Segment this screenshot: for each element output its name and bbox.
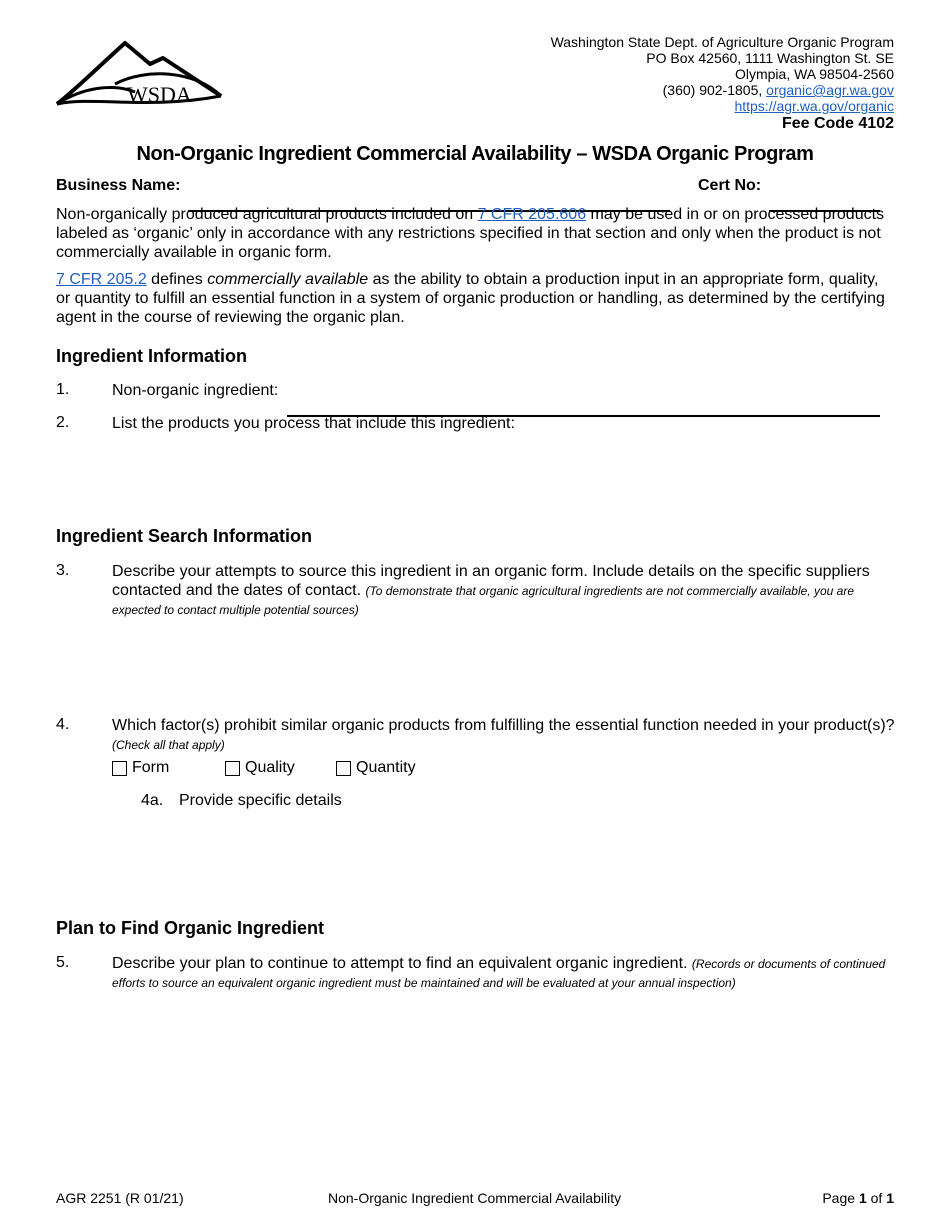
svg-text:WSDA: WSDA [127, 82, 192, 107]
intro-paragraph-1: Non-organically produced agricultural products included on 7 CFR 205.606 may be used in or on processed products labeled as ‘organic’ only in accordance with any restrictions specified in that section and only when the product is not commercially available in organic form. [56, 206, 885, 261]
factor-checkboxes [112, 759, 416, 777]
mountain-logo-icon [55, 40, 223, 110]
q3-note: (To demonstrate that organic agricultural ingredients are not commercially available, you are expected to contact multiple potential sources) [112, 584, 854, 617]
q2-answer-area[interactable] [112, 436, 882, 516]
q3-label: Describe your attempts to source this ingredient in an organic form. Include details on the specific suppliers contacted and the dates of contact. (To demonstrate that organic agricultural ingredients are not commercially available, you are expected to contact multiple potential sources) [112, 563, 870, 617]
phone: (360) 902-1805, [662, 82, 763, 98]
checkbox-form[interactable]: Form [112, 759, 225, 777]
q4a-answer-area[interactable] [179, 814, 879, 904]
intro-paragraph-2: 7 CFR 205.2 defines commercially available as the ability to obtain a production input in an appropriate form, quality, or quantity to fulfill an essential function in a system of organic production or handling, as determined by the certifying agent in the course of reviewing the organic plan. [56, 271, 885, 326]
address-line-3: Olympia, WA 98504-2560 [734, 66, 894, 82]
q4-number: 4. [56, 716, 70, 733]
checkbox-icon[interactable] [225, 761, 240, 776]
checkbox-icon[interactable] [336, 761, 351, 776]
address-line-1: Washington State Dept. of Agriculture Organic Program [550, 34, 894, 50]
section-heading-ingredient-info: Ingredient Information [56, 346, 247, 366]
footer-form-title: Non-Organic Ingredient Commercial Availability [328, 1190, 622, 1206]
q5-number: 5. [56, 954, 70, 971]
address-line-2: PO Box 42560, 1111 Washington St. SE [646, 50, 894, 66]
agency-address [551, 34, 894, 133]
q2-label: List the products you process that include this ingredient: [112, 415, 515, 432]
q5-note: (Records or documents of continued efforts to source an equivalent organic ingredient must be maintained and will be evaluated at your annual inspection) [112, 957, 886, 990]
wsda-logo [55, 40, 223, 110]
cfr-205-2-link[interactable]: 7 CFR 205.2 [56, 271, 147, 288]
q5-answer-area[interactable] [112, 995, 882, 1175]
cert-no-label: Cert No: [698, 177, 762, 194]
cfr-205-606-link[interactable]: 7 CFR 205.606 [477, 206, 587, 223]
footer-form-id: AGR 2251 (R 01/21) [56, 1190, 184, 1206]
email-link[interactable]: organic@agr.wa.gov [766, 82, 894, 98]
contact-line [551, 82, 894, 98]
fee-code: Fee Code 4102 [781, 115, 894, 132]
website-link[interactable]: https://agr.wa.gov/organic [734, 98, 894, 114]
checkbox-icon[interactable] [112, 761, 127, 776]
q4a-number: 4a. [141, 792, 164, 809]
footer-page-number: Page 1 of 1 [822, 1190, 894, 1206]
checkbox-quality[interactable]: Quality [225, 759, 336, 777]
q4-note: (Check all that apply) [112, 738, 225, 752]
q3-answer-area[interactable] [112, 618, 882, 708]
q5-label: Describe your plan to continue to attempt to find an equivalent organic ingredient. (Records or documents of continued efforts to source an equivalent organic ingredient must be maintained and will be evaluated at your annual inspection) [112, 955, 886, 990]
q1-number: 1. [56, 381, 70, 398]
business-name-label: Business Name: [56, 177, 181, 194]
section-heading-search-info: Ingredient Search Information [56, 526, 313, 546]
q1-label: Non-organic ingredient: [112, 382, 279, 399]
section-heading-plan: Plan to Find Organic Ingredient [56, 918, 325, 938]
checkbox-quantity[interactable]: Quantity [336, 759, 416, 777]
q4a-label: Provide specific details [179, 792, 342, 809]
q4-label: Which factor(s) prohibit similar organic products from fulfilling the essential function needed in your product(s)? (Check all that apply) [112, 717, 895, 752]
page-title: Non-Organic Ingredient Commercial Availability – WSDA Organic Program [136, 143, 814, 165]
q2-number: 2. [56, 414, 70, 431]
q3-number: 3. [56, 562, 70, 579]
